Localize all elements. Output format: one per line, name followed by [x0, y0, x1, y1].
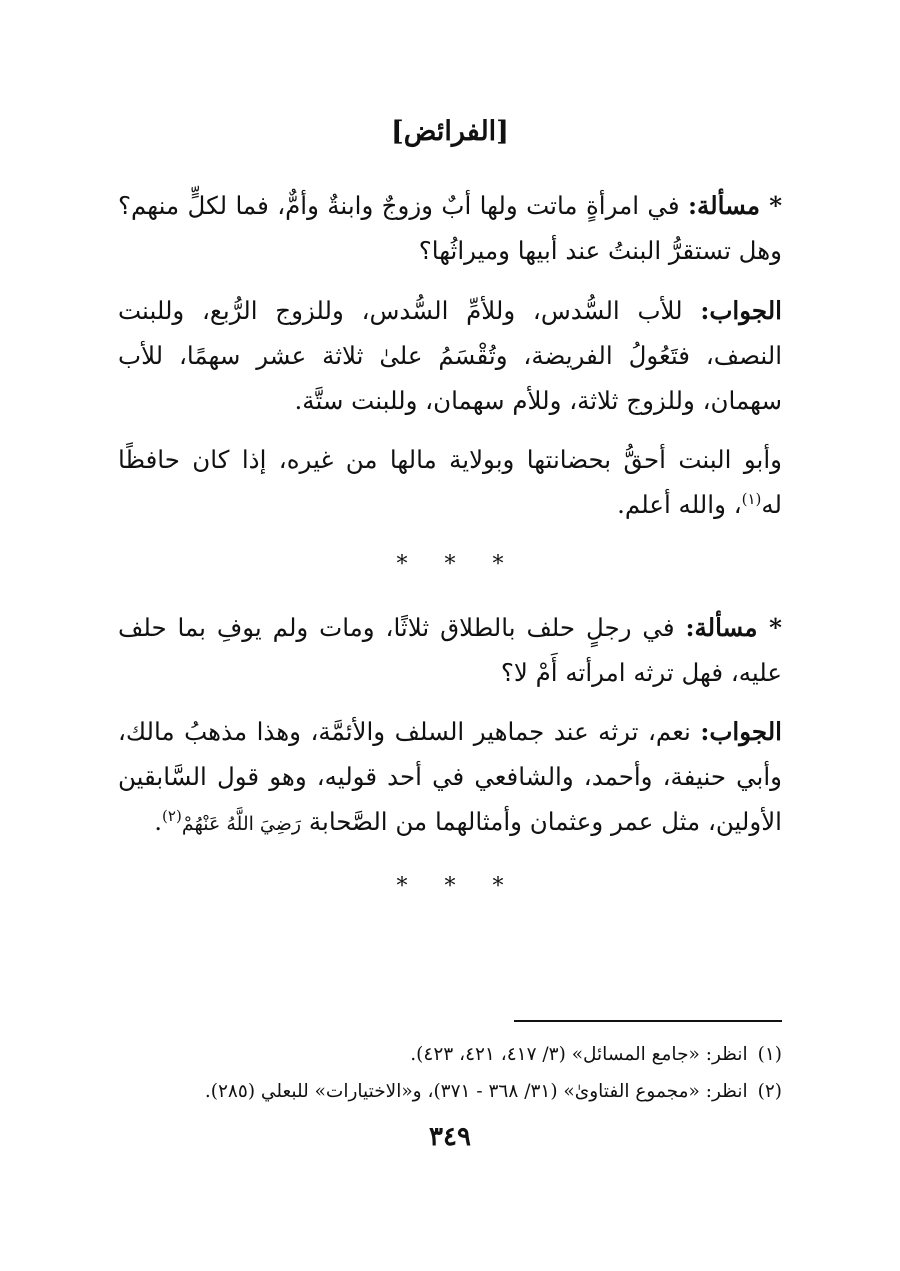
answer-1-continuation-end: ، والله أعلم.	[617, 490, 742, 519]
footnote-ref-2[interactable]: (٢)	[162, 806, 182, 825]
question-2-lead: * مسألة:	[685, 613, 782, 642]
section-title: [الفرائض]	[391, 116, 509, 147]
book-page	[118, 0, 782, 1271]
footnote-2	[118, 1077, 782, 1107]
question-1-lead: * مسألة:	[687, 191, 783, 220]
section-separator-1: * * *	[396, 552, 504, 577]
footnote-1	[118, 1040, 782, 1070]
answer-1	[118, 288, 782, 423]
question-1	[118, 183, 782, 273]
question-2-text: في رجلٍ حلف بالطلاق ثلاثًا، ومات ولم يوفِ بما حلف عليه، فهل ترثه امرأته أَمْ لا؟	[118, 613, 782, 687]
answer-2-text: نعم، ترثه عند جماهير السلف والأئمَّة، وهذا مذهبُ مالك، وأبي حنيفة، وأحمد، والشافعي في أحد قوليه، وهو قول السَّابقين الأولين، مثل عمر وعثمان وأمثالهما من الصَّحابة	[118, 717, 782, 836]
question-1-text: في امرأةٍ ماتت ولها أبٌ وزوجٌ وابنةٌ وأمٌّ، فما لكلٍّ منهم؟ وهل تستقرُّ البنتُ عند أبيها وميراثُها؟	[118, 191, 782, 265]
footnote-1-text: انظر: «جامع المسائل» (٣/ ٤١٧، ٤٢١، ٤٢٣).	[410, 1044, 748, 1065]
answer-2	[118, 709, 782, 847]
footnote-2-number: (٢)	[757, 1081, 782, 1102]
answer-1-continuation-text: وأبو البنت أحقُّ بحضانتها وبولاية مالها من غيره، إذا كان حافظًا له	[118, 445, 782, 519]
question-2	[118, 605, 782, 695]
honorific-phrase: رَضِيَ اللَّهُ عَنْهُمْ	[181, 813, 302, 835]
answer-1-lead: الجواب:	[700, 296, 782, 325]
answer-2-lead: الجواب:	[700, 717, 782, 746]
footnote-1-number: (١)	[757, 1044, 782, 1065]
footnote-divider	[514, 1020, 782, 1022]
footnote-2-text: انظر: «مجموع الفتاوىٰ» (٣١/ ٣٦٨ - ٣٧١)، و«الاختيارات» للبعلي (٢٨٥).	[204, 1081, 748, 1102]
answer-2-end: .	[154, 807, 163, 836]
footnote-ref-1[interactable]: (١)	[741, 489, 762, 508]
answer-1-continuation	[118, 437, 782, 527]
page-number: ٣٤٩	[429, 1122, 471, 1152]
answer-1-text: للأب السُّدس، وللأمِّ السُّدس، وللزوج الرُّبع، وللبنت النصف، فتَعُولُ الفريضة، وتُقْسَمُ علىٰ ثلاثة عشر سهمًا، للأب سهمان، وللزوج ثلاثة، وللأم سهمان، وللبنت ستَّة.	[118, 296, 782, 415]
section-separator-2: * * *	[396, 874, 504, 899]
